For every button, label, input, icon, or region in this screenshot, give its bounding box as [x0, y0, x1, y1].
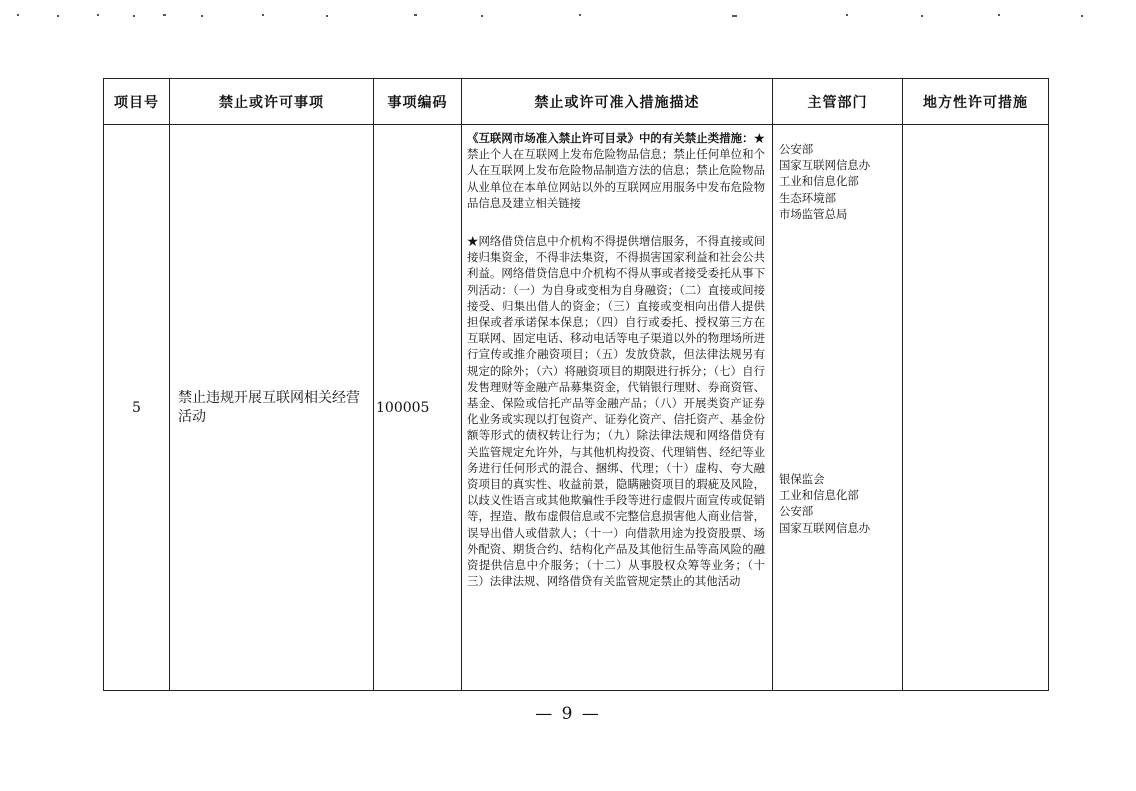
row-number: 5: [104, 125, 170, 691]
department-group-2: [779, 471, 870, 536]
row-item-name: 禁止违规开展互联网相关经营活动: [170, 125, 374, 691]
row-item-code: 100005: [374, 125, 462, 691]
header-item-code: 事项编码: [374, 79, 462, 125]
description-block-2: ★网络借贷信息中介机构不得提供增信服务，不得直接或间接归集资金，不得非法集资，不得损害国家利益和社会公共利益。网络借贷信息中介机构不得从事或者接受委托从事下列活动：（一）为自身或变相为自身融资；（二）直接或间接接受、归集出借人的资金；（三）直接或变相向出借人提供担保或者承诺保本保息；（四）自行或委托、授权第三方在互联网、固定电话、移动电话等电子渠道以外的物理场所进行宣传或推介融资项目；（五）发放贷款，但法律法规另有规定的除外；（六）将融资项目的期限进行拆分；（七）自行发售理财等金融产品募集资金，代销银行理财、券商资管、基金、保险或信托产品等金融产品；（八）开展类资产证券化业务或实现以打包资产、证券化资产、信托资产、基金份额等形式的债权转让行为；（九）除法律法规和网络借贷有关监管规定允许外，与其他机构投资、代理销售、经纪等业务进行任何形式的混合、捆绑、代理；（十）虚构、夸大融资项目的真实性、收益前景，隐瞒融资项目的瑕疵及风险，以歧义性语言或其他欺骗性手段等进行虚假片面宣传或促销等，捏造、散布虚假信息或不完整信息损害他人商业信誉，误导出借人或借款人；（十一）向借款用途为投资股票、场外配资、期货合约、结构化产品及其他衍生品等高风险的融资提供信息中介服务；（十二）从事股权众筹等业务；（十三）法律法规、网络借贷有关监管规定禁止的其他活动: [467, 234, 765, 589]
header-local-measures: 地方性许可措施: [903, 79, 1049, 125]
row-description: [462, 125, 773, 691]
department-name: 公安部: [779, 142, 814, 156]
department-name: 公安部: [779, 504, 814, 519]
department-group-1: [779, 141, 870, 222]
header-measure-description: 禁止或许可准入措施描述: [462, 79, 773, 125]
row-departments: [773, 125, 903, 691]
table-header-row: [104, 79, 1049, 125]
description-block-1: [467, 130, 765, 211]
department-name: 工业和信息化部: [779, 488, 859, 503]
catalog-table: [103, 78, 1049, 691]
description-heading: 《互联网市场准入禁止许可目录》中的有关禁止类措施：: [467, 131, 754, 145]
department-name: 国家互联网信息办: [779, 158, 871, 173]
scan-artifact-dots: [0, 8, 1136, 24]
header-item-number: 项目号: [104, 79, 170, 125]
department-name: 市场监管总局: [779, 206, 848, 221]
department-name: 工业和信息化部: [779, 174, 859, 189]
department-name: 国家互联网信息办: [779, 520, 871, 535]
department-name: 生态环境部: [779, 190, 836, 205]
row-local-measures: [903, 125, 1049, 691]
page-number: — 9 —: [535, 704, 601, 724]
department-name: 银保监会: [779, 472, 825, 486]
description-text-1: ★禁止个人在互联网上发布危险物品信息；禁止任何单位和个人在互联网上发布危险物品制造方法的信息；禁止危险物品从业单位在本单位网站以外的互联网应用服务中发布危险物品信息及建立相关链接: [467, 131, 765, 210]
table-row: [104, 125, 1049, 691]
header-department: 主管部门: [773, 79, 903, 125]
header-item-name: 禁止或许可事项: [170, 79, 374, 125]
